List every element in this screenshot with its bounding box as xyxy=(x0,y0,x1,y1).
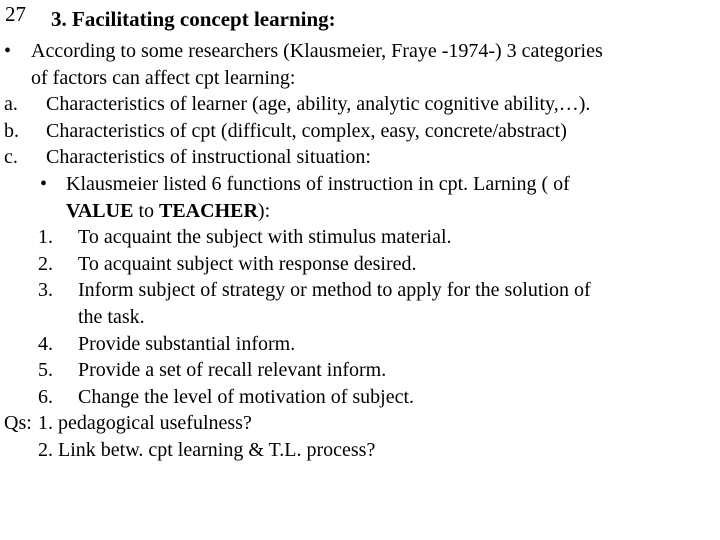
category-item xyxy=(0,144,720,171)
function-text: Provide a set of recall relevant inform. xyxy=(78,359,387,382)
function-text-continued: the task. xyxy=(78,305,145,328)
category-marker: a. xyxy=(4,93,18,116)
function-item xyxy=(0,384,720,411)
connector-text: to xyxy=(133,199,159,222)
function-marker: 4. xyxy=(38,332,53,355)
questions-line xyxy=(0,410,720,437)
klausmeier-text-line2 xyxy=(66,198,270,225)
bullet-icon: • xyxy=(40,172,48,195)
question-1: 1. pedagogical usefulness? xyxy=(38,412,252,435)
slide-body xyxy=(0,38,720,464)
teacher-emphasis: TEACHER xyxy=(159,199,258,222)
questions-label: Qs: xyxy=(4,412,32,435)
category-text: Characteristics of instructional situation: xyxy=(46,146,371,169)
slide-title: 3. Facilitating concept learning: xyxy=(51,7,336,31)
category-item xyxy=(0,118,720,145)
category-text: Characteristics of learner (age, ability, analytic cognitive ability,…). xyxy=(46,93,591,116)
function-marker: 5. xyxy=(38,359,53,382)
intro-continuation-line xyxy=(0,65,720,92)
questions-continuation-line xyxy=(0,437,720,464)
function-continuation-line xyxy=(0,304,720,331)
function-marker: 2. xyxy=(38,252,53,275)
intro-bullet-line xyxy=(0,38,720,65)
function-item xyxy=(0,357,720,384)
intro-text-line2: of factors can affect cpt learning: xyxy=(31,66,296,89)
function-text: To acquaint subject with response desired. xyxy=(78,252,417,275)
slide-number: 27 xyxy=(5,2,26,26)
klausmeier-bullet-line xyxy=(0,171,720,198)
function-item xyxy=(0,251,720,278)
function-text: Inform subject of strategy or method to apply for the solution of xyxy=(78,279,591,302)
klausmeier-text-line1: Klausmeier listed 6 functions of instruction in cpt. Larning ( of xyxy=(66,172,570,195)
value-emphasis: VALUE xyxy=(66,199,134,222)
function-text: Change the level of motivation of subject. xyxy=(78,385,415,408)
function-item xyxy=(0,331,720,358)
function-item xyxy=(0,277,720,304)
function-text: To acquaint the subject with stimulus material. xyxy=(78,226,452,249)
category-marker: c. xyxy=(4,146,18,169)
category-marker: b. xyxy=(4,119,19,142)
question-2: 2. Link betw. cpt learning & T.L. process? xyxy=(38,438,376,461)
closing-text: ): xyxy=(257,199,271,222)
intro-text-line1: According to some researchers (Klausmeier, Fraye -1974-) 3 categories xyxy=(31,40,603,62)
category-text: Characteristics of cpt (difficult, complex, easy, concrete/abstract) xyxy=(46,119,567,142)
function-item xyxy=(0,224,720,251)
function-marker: 6. xyxy=(38,385,53,408)
klausmeier-continuation-line xyxy=(0,198,720,225)
function-marker: 3. xyxy=(38,279,53,302)
function-text: Provide substantial inform. xyxy=(78,332,296,355)
category-item xyxy=(0,91,720,118)
bullet-icon: • xyxy=(4,40,12,62)
function-marker: 1. xyxy=(38,226,53,249)
